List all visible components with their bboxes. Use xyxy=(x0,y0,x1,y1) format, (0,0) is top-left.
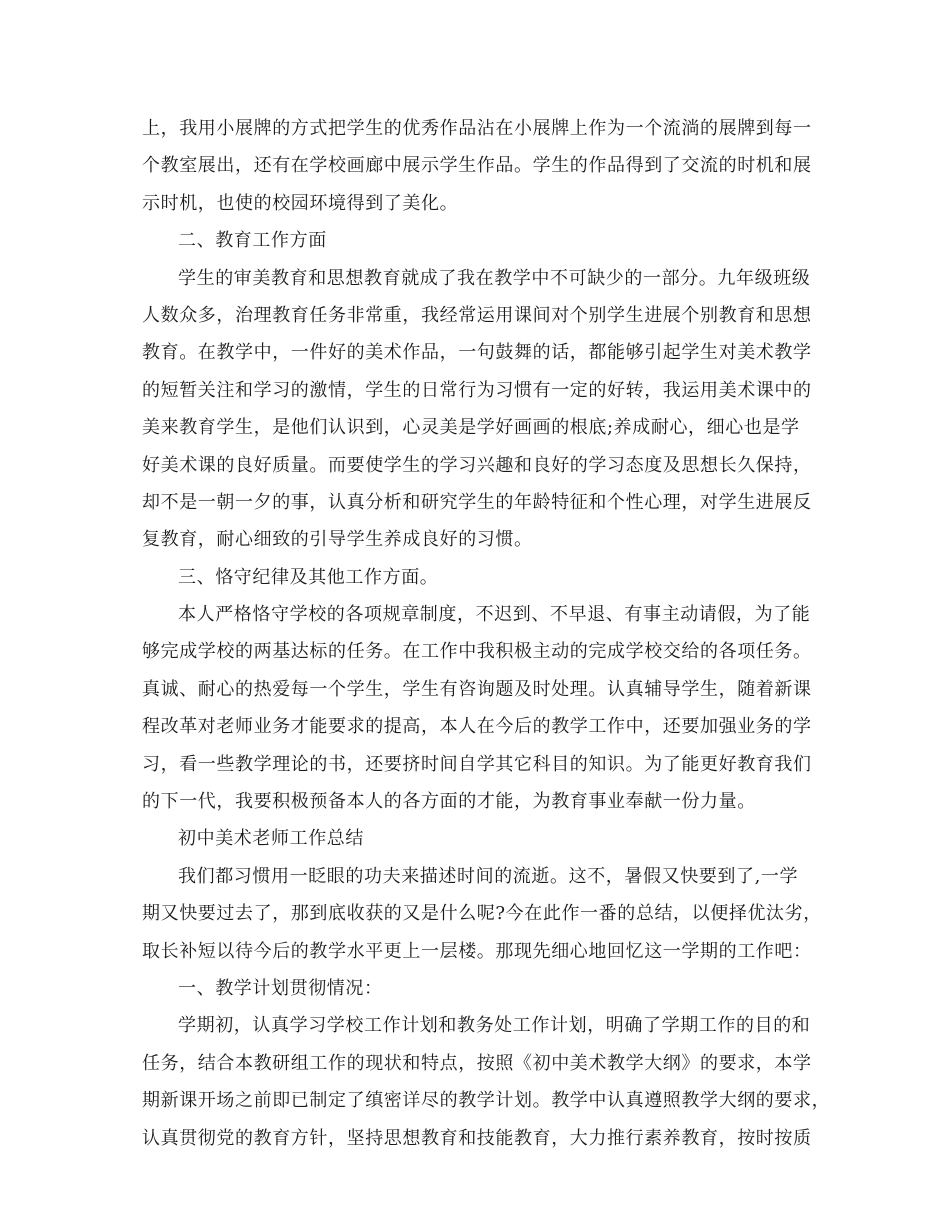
text-line: 上，我用小展牌的方式把学生的优秀作品沾在小展牌上作为一个流淌的展牌到每一 xyxy=(142,118,812,139)
text-line: 我们都习惯用一眨眼的功夫来描述时间的流逝。这不，暑假又快要到了,一学 xyxy=(178,865,799,887)
text-line: 示时机，也使的校园环境得到了美化。 xyxy=(142,192,459,214)
text-line: 复教育，耐心细致的引导学生养成良好的习惯。 xyxy=(142,529,533,551)
text-line: 美来教育学生，是他们认识到，心灵美是学好画画的根底;养成耐心，细心也是学 xyxy=(142,417,800,439)
text-line: 取长补短以待今后的教学水平更上一层楼。那现先细心地回忆这一学期的工作吧： xyxy=(142,940,812,962)
text-line: 习，看一些教学理论的书，还要挤时间自学其它科目的知识。为了能更好教育我们 xyxy=(142,753,812,775)
section-heading: 二、教育工作方面 xyxy=(178,230,327,252)
text-line: 学期初，认真学习学校工作计划和教务处工作计划，明确了学期工作的目的和 xyxy=(178,1015,811,1037)
section-heading: 三、恪守纪律及其他工作方面。 xyxy=(178,566,439,588)
text-line: 期新课开场之前即已制定了缜密详尽的教学计划。教学中认真遵照教学大纲的要求， xyxy=(142,1090,831,1112)
text-line: 程改革对老师业务才能要求的提高，本人在今后的教学工作中，还要加强业务的学 xyxy=(142,716,812,738)
text-line: 人数众多，治理教育任务非常重，我经常运用课间对个别学生进展个别教育和思想 xyxy=(142,304,812,326)
text-line: 真诚、耐心的热爱每一个学生，学生有咨询题及时处理。认真辅导学生，随着新课 xyxy=(142,678,812,700)
document-title: 初中美术老师工作总结 xyxy=(178,828,364,850)
text-line: 学生的审美教育和思想教育就成了我在教学中不可缺少的一部分。九年级班级 xyxy=(178,267,811,289)
document-page xyxy=(142,110,831,1157)
text-line: 认真贯彻党的教育方针，坚持思想教育和技能教育，大力推行素养教育，按时按质 xyxy=(142,1127,812,1149)
text-line: 任务，结合本教研组工作的现状和特点，按照《初中美术教学大纲》的要求，本学 xyxy=(142,1052,812,1074)
text-line: 教育。在教学中，一件好的美术作品，一句鼓舞的话，都能够引起学生对美术教学 xyxy=(142,342,812,364)
text-line: 够完成学校的两基达标的任务。在工作中我积极主动的完成学校交给的各项任务。 xyxy=(142,641,812,663)
text-line: 个教室展出，还有在学校画廊中展示学生作品。学生的作品得到了交流的时机和展 xyxy=(142,155,812,177)
text-line: 的短暂关注和学习的激情，学生的日常行为习惯有一定的好转，我运用美术课中的 xyxy=(142,379,812,401)
text-line: 本人严格恪守学校的各项规章制度，不迟到、不早退、有事主动请假，为了能 xyxy=(178,604,811,626)
text-line: 却不是一朝一夕的事，认真分析和研究学生的年龄特征和个性心理，对学生进展反 xyxy=(142,491,812,513)
text-line: 好美术课的良好质量。而要使学生的学习兴趣和良好的学习态度及思想长久保持， xyxy=(142,454,812,476)
section-heading: 一、教学计划贯彻情况： xyxy=(178,977,383,999)
text-line: 期又快要过去了，那到底收获的又是什么呢?今在此作一番的总结，以便择优汰劣， xyxy=(142,903,822,925)
text-line: 的下一代，我要积极预备本人的各方面的才能，为教育事业奉献一份力量。 xyxy=(142,791,756,813)
